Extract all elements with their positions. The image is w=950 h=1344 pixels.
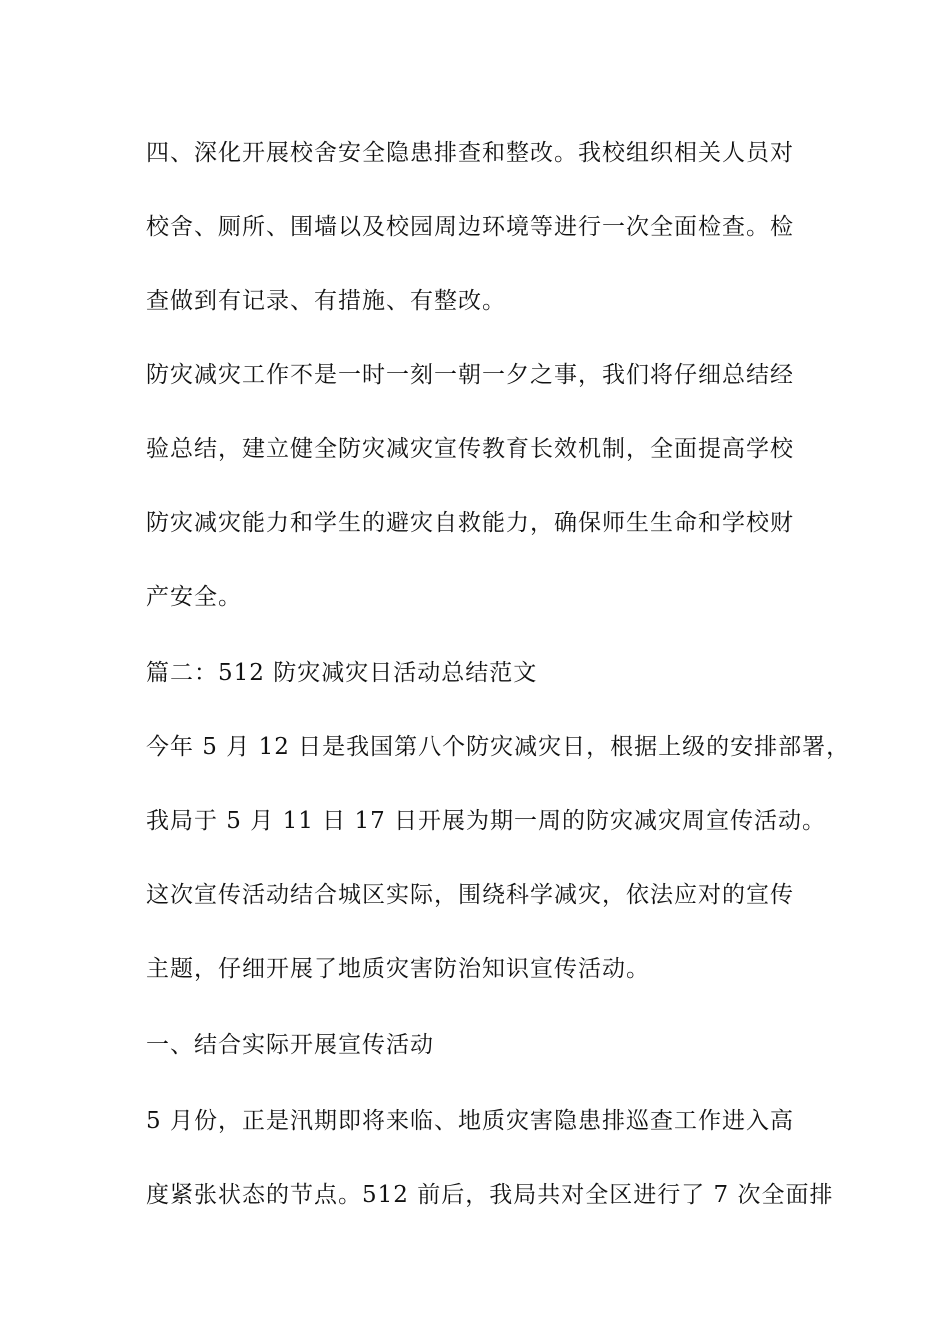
subsection-heading: 一、结合实际开展宣传活动 [146, 1032, 434, 1058]
paragraph-line: 5 月份，正是汛期即将来临、地质灾害隐患排巡查工作进入高 [146, 1108, 794, 1134]
paragraph-line: 查做到有记录、有措施、有整改。 [146, 288, 506, 314]
paragraph-line: 这次宣传活动结合城区实际，围绕科学减灾，依法应对的宣传 [146, 882, 794, 908]
paragraph-line: 度紧张状态的节点。512 前后，我局共对全区进行了 7 次全面排 [146, 1182, 834, 1208]
paragraph-line: 产安全。 [146, 584, 242, 610]
paragraph-line: 主题，仔细开展了地质灾害防治知识宣传活动。 [146, 956, 650, 982]
paragraph-line: 验总结，建立健全防灾减灾宣传教育长效机制，全面提高学校 [146, 436, 794, 462]
paragraph-line: 四、深化开展校舍安全隐患排查和整改。我校组织相关人员对 [146, 140, 794, 166]
paragraph-line: 防灾减灾能力和学生的避灾自救能力，确保师生生命和学校财 [146, 510, 794, 536]
paragraph-line: 我局于 5 月 11 日 17 日开展为期一周的防灾减灾周宣传活动。 [146, 808, 827, 834]
section-heading: 篇二：512 防灾减灾日活动总结范文 [146, 660, 538, 686]
paragraph-line: 今年 5 月 12 日是我国第八个防灾减灾日，根据上级的安排部署， [146, 734, 851, 760]
paragraph-line: 校舍、厕所、围墙以及校园周边环境等进行一次全面检查。检 [146, 214, 794, 240]
paragraph-line: 防灾减灾工作不是一时一刻一朝一夕之事，我们将仔细总结经 [146, 362, 794, 388]
